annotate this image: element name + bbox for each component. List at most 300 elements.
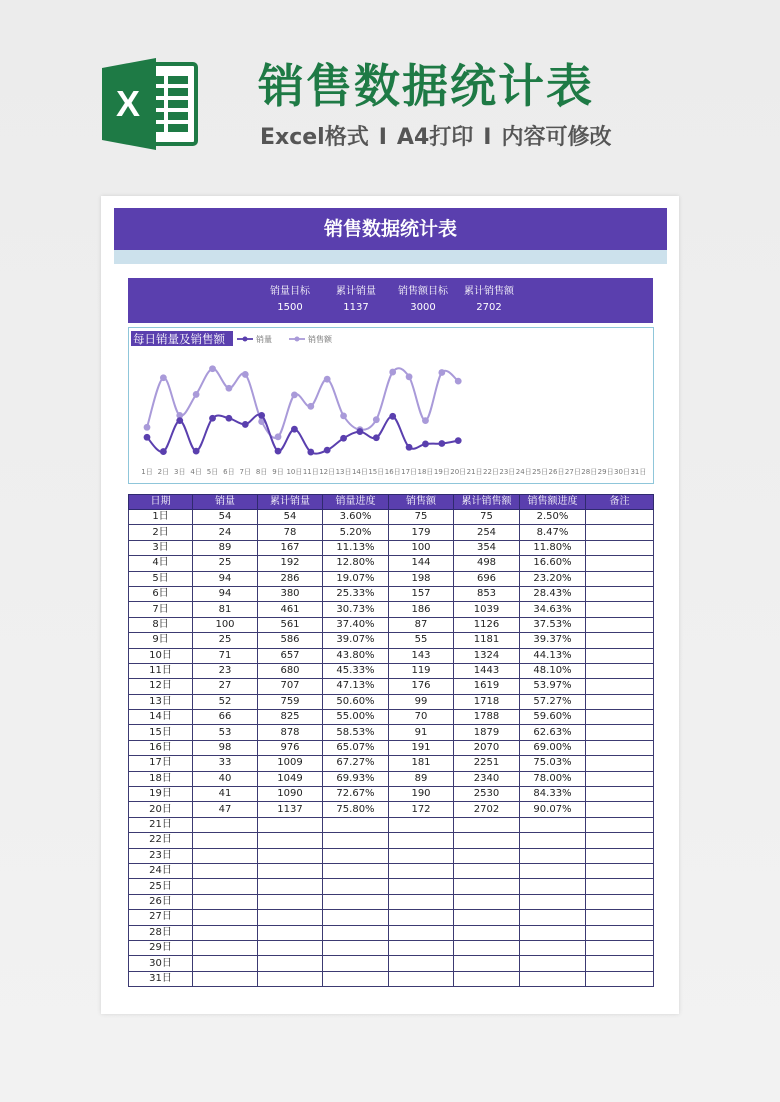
table-cell[interactable]: [323, 879, 389, 894]
table-cell[interactable]: 8日: [129, 617, 193, 632]
table-cell[interactable]: [586, 802, 654, 817]
table-cell[interactable]: 11.80%: [520, 540, 586, 555]
table-cell[interactable]: [389, 971, 454, 986]
table-cell[interactable]: [258, 971, 323, 986]
table-cell[interactable]: 23.20%: [520, 571, 586, 586]
table-cell[interactable]: 4日: [129, 556, 193, 571]
table-cell[interactable]: 84.33%: [520, 787, 586, 802]
chart-svg: [129, 328, 653, 483]
table-cell[interactable]: [586, 817, 654, 832]
table-cell[interactable]: [454, 833, 520, 848]
table-cell[interactable]: [520, 863, 586, 878]
table-cell[interactable]: 47: [193, 802, 258, 817]
table-cell[interactable]: [586, 833, 654, 848]
table-cell[interactable]: 94: [193, 586, 258, 601]
data-point: [324, 447, 331, 454]
table-cell[interactable]: [389, 848, 454, 863]
table-row: [129, 556, 654, 571]
table-cell[interactable]: 47.13%: [323, 679, 389, 694]
table-cell[interactable]: [586, 710, 654, 725]
column-header[interactable]: 累计销量: [258, 495, 323, 510]
data-point: [209, 365, 216, 372]
table-cell[interactable]: [389, 817, 454, 832]
table-cell[interactable]: 54: [193, 510, 258, 525]
data-point: [324, 376, 331, 383]
table-cell[interactable]: [586, 740, 654, 755]
table-cell[interactable]: 30日: [129, 956, 193, 971]
table-cell[interactable]: 25.33%: [323, 586, 389, 601]
table-cell[interactable]: [389, 894, 454, 909]
table-cell[interactable]: [389, 956, 454, 971]
table-cell[interactable]: 44.13%: [520, 648, 586, 663]
table-cell[interactable]: 172: [389, 802, 454, 817]
table-cell[interactable]: 2530: [454, 787, 520, 802]
table-cell[interactable]: 1181: [454, 633, 520, 648]
table-cell[interactable]: [586, 663, 654, 678]
table-cell[interactable]: 89: [193, 540, 258, 555]
table-cell[interactable]: 20日: [129, 802, 193, 817]
table-cell[interactable]: [520, 817, 586, 832]
table-cell[interactable]: 43.80%: [323, 648, 389, 663]
table-cell[interactable]: 825: [258, 710, 323, 725]
table-cell[interactable]: 99: [389, 694, 454, 709]
column-header[interactable]: 销售额: [389, 495, 454, 510]
table-cell[interactable]: 19日: [129, 787, 193, 802]
table-cell[interactable]: 1619: [454, 679, 520, 694]
table-row: [129, 725, 654, 740]
table-cell[interactable]: [258, 894, 323, 909]
table-cell[interactable]: 12.80%: [323, 556, 389, 571]
table-cell[interactable]: 69.93%: [323, 771, 389, 786]
table-cell[interactable]: [586, 679, 654, 694]
table-cell[interactable]: 50.60%: [323, 694, 389, 709]
table-cell[interactable]: 28日: [129, 925, 193, 940]
table-cell[interactable]: 2251: [454, 756, 520, 771]
table-cell[interactable]: 55: [389, 633, 454, 648]
table-cell[interactable]: 23日: [129, 848, 193, 863]
table-cell[interactable]: [520, 879, 586, 894]
table-cell[interactable]: 707: [258, 679, 323, 694]
table-cell[interactable]: 41: [193, 787, 258, 802]
table-cell[interactable]: 354: [454, 540, 520, 555]
table-cell[interactable]: 31日: [129, 971, 193, 986]
table-cell[interactable]: 24日: [129, 863, 193, 878]
table-cell[interactable]: [454, 817, 520, 832]
table-cell[interactable]: 9日: [129, 633, 193, 648]
table-cell[interactable]: 380: [258, 586, 323, 601]
table-cell[interactable]: 1日: [129, 510, 193, 525]
table-cell[interactable]: 5日: [129, 571, 193, 586]
table-cell[interactable]: 62.63%: [520, 725, 586, 740]
x-tick-label: 15日: [368, 468, 385, 476]
table-cell[interactable]: 30.73%: [323, 602, 389, 617]
table-cell[interactable]: [586, 787, 654, 802]
table-row: [129, 863, 654, 878]
table-cell[interactable]: [323, 940, 389, 955]
subtitle-separator: I: [483, 125, 492, 150]
x-tick-label: 5日: [206, 468, 219, 476]
table-cell[interactable]: [193, 910, 258, 925]
table-cell[interactable]: 3日: [129, 540, 193, 555]
data-point: [340, 412, 347, 419]
table-cell[interactable]: [454, 894, 520, 909]
table-cell[interactable]: [258, 817, 323, 832]
table-cell[interactable]: [586, 725, 654, 740]
table-cell[interactable]: [586, 648, 654, 663]
table-cell[interactable]: [258, 833, 323, 848]
table-cell[interactable]: 878: [258, 725, 323, 740]
column-header[interactable]: 销售额进度: [520, 495, 586, 510]
table-cell[interactable]: 87: [389, 617, 454, 632]
table-cell[interactable]: [258, 925, 323, 940]
table-cell[interactable]: [193, 817, 258, 832]
table-row: [129, 679, 654, 694]
table-cell[interactable]: 70: [389, 710, 454, 725]
table-cell[interactable]: [520, 925, 586, 940]
table-cell[interactable]: [586, 571, 654, 586]
table-cell[interactable]: [586, 525, 654, 540]
daily-chart: [128, 327, 654, 484]
table-cell[interactable]: 1090: [258, 787, 323, 802]
table-row: [129, 771, 654, 786]
table-cell[interactable]: 2340: [454, 771, 520, 786]
table-cell[interactable]: 27: [193, 679, 258, 694]
table-cell[interactable]: 39.37%: [520, 633, 586, 648]
x-tick-label: 18日: [417, 468, 434, 476]
table-cell[interactable]: [520, 894, 586, 909]
data-point: [258, 412, 265, 419]
table-cell[interactable]: [258, 940, 323, 955]
table-cell[interactable]: [586, 894, 654, 909]
table-cell[interactable]: 853: [454, 586, 520, 601]
table-cell[interactable]: [323, 833, 389, 848]
table-cell[interactable]: [323, 925, 389, 940]
table-cell[interactable]: 192: [258, 556, 323, 571]
data-point: [357, 428, 364, 435]
table-cell[interactable]: 24: [193, 525, 258, 540]
table-cell[interactable]: 561: [258, 617, 323, 632]
data-point: [406, 444, 413, 451]
table-cell[interactable]: 1324: [454, 648, 520, 663]
table-cell[interactable]: 90.07%: [520, 802, 586, 817]
data-point: [242, 371, 249, 378]
table-cell[interactable]: 11.13%: [323, 540, 389, 555]
table-cell[interactable]: [520, 956, 586, 971]
table-cell[interactable]: 1443: [454, 663, 520, 678]
table-cell[interactable]: [389, 910, 454, 925]
summary-label: 销售额目标: [398, 286, 448, 297]
column-header[interactable]: 销量: [193, 495, 258, 510]
table-cell[interactable]: 67.27%: [323, 756, 389, 771]
table-cell[interactable]: 6日: [129, 586, 193, 601]
table-cell[interactable]: [586, 602, 654, 617]
table-cell[interactable]: [258, 956, 323, 971]
table-cell[interactable]: [389, 833, 454, 848]
table-cell[interactable]: 176: [389, 679, 454, 694]
table-cell[interactable]: 2070: [454, 740, 520, 755]
table-cell[interactable]: 75: [389, 510, 454, 525]
table-cell[interactable]: [454, 863, 520, 878]
table-cell[interactable]: 286: [258, 571, 323, 586]
table-cell[interactable]: 1039: [454, 602, 520, 617]
table-cell[interactable]: 696: [454, 571, 520, 586]
table-cell[interactable]: [193, 940, 258, 955]
table-cell[interactable]: 2日: [129, 525, 193, 540]
table-cell[interactable]: 12日: [129, 679, 193, 694]
table-cell[interactable]: 75: [454, 510, 520, 525]
table-cell[interactable]: 34.63%: [520, 602, 586, 617]
table-cell[interactable]: 7日: [129, 602, 193, 617]
table-cell[interactable]: 657: [258, 648, 323, 663]
table-cell[interactable]: [586, 556, 654, 571]
table-cell[interactable]: 167: [258, 540, 323, 555]
table-row: [129, 510, 654, 525]
data-point: [193, 391, 200, 398]
table-cell[interactable]: [193, 879, 258, 894]
table-cell[interactable]: [323, 848, 389, 863]
table-cell[interactable]: 11日: [129, 663, 193, 678]
table-cell[interactable]: 8.47%: [520, 525, 586, 540]
table-cell[interactable]: 191: [389, 740, 454, 755]
table-cell[interactable]: [520, 848, 586, 863]
table-cell[interactable]: 25日: [129, 879, 193, 894]
table-cell[interactable]: 16日: [129, 740, 193, 755]
table-cell[interactable]: 37.40%: [323, 617, 389, 632]
table-cell[interactable]: 72.67%: [323, 787, 389, 802]
table-cell[interactable]: [454, 925, 520, 940]
table-cell[interactable]: 1049: [258, 771, 323, 786]
table-cell[interactable]: 18日: [129, 771, 193, 786]
table-cell[interactable]: 40: [193, 771, 258, 786]
table-cell[interactable]: [586, 540, 654, 555]
table-cell[interactable]: 680: [258, 663, 323, 678]
table-cell[interactable]: [520, 910, 586, 925]
data-point: [242, 421, 249, 428]
table-cell[interactable]: 1009: [258, 756, 323, 771]
table-cell[interactable]: [193, 863, 258, 878]
table-cell[interactable]: [586, 925, 654, 940]
table-cell[interactable]: 28.43%: [520, 586, 586, 601]
table-cell[interactable]: 48.10%: [520, 663, 586, 678]
table-cell[interactable]: 98: [193, 740, 258, 755]
table-cell[interactable]: 22日: [129, 833, 193, 848]
table-cell[interactable]: 57.27%: [520, 694, 586, 709]
table-cell[interactable]: [586, 510, 654, 525]
table-row: [129, 710, 654, 725]
table-cell[interactable]: [454, 879, 520, 894]
x-tick-label: 11日: [302, 468, 319, 476]
table-cell[interactable]: 55.00%: [323, 710, 389, 725]
table-cell[interactable]: 21日: [129, 817, 193, 832]
table-cell[interactable]: 45.33%: [323, 663, 389, 678]
table-cell[interactable]: 33: [193, 756, 258, 771]
table-cell[interactable]: 59.60%: [520, 710, 586, 725]
table-cell[interactable]: 19.07%: [323, 571, 389, 586]
table-cell[interactable]: 39.07%: [323, 633, 389, 648]
table-cell[interactable]: [586, 879, 654, 894]
table-row: [129, 540, 654, 555]
table-cell[interactable]: 179: [389, 525, 454, 540]
summary-revenue-target: [388, 285, 458, 314]
table-cell[interactable]: 198: [389, 571, 454, 586]
table-cell[interactable]: 71: [193, 648, 258, 663]
table-cell[interactable]: 37.53%: [520, 617, 586, 632]
table-cell[interactable]: 461: [258, 602, 323, 617]
table-cell[interactable]: 94: [193, 571, 258, 586]
table-cell[interactable]: 29日: [129, 940, 193, 955]
table-cell[interactable]: [586, 694, 654, 709]
table-cell[interactable]: 186: [389, 602, 454, 617]
x-tick-label: 19日: [433, 468, 450, 476]
table-cell[interactable]: [389, 879, 454, 894]
table-cell[interactable]: [586, 586, 654, 601]
x-tick-label: 12日: [319, 468, 336, 476]
table-cell[interactable]: [586, 956, 654, 971]
table-cell[interactable]: 1137: [258, 802, 323, 817]
data-point: [438, 440, 445, 447]
table-cell[interactable]: 53.97%: [520, 679, 586, 694]
table-cell[interactable]: 17日: [129, 756, 193, 771]
table-cell[interactable]: 78.00%: [520, 771, 586, 786]
table-cell[interactable]: 66: [193, 710, 258, 725]
table-cell[interactable]: 2702: [454, 802, 520, 817]
table-cell[interactable]: 157: [389, 586, 454, 601]
table-cell[interactable]: 58.53%: [323, 725, 389, 740]
table-cell[interactable]: [520, 971, 586, 986]
table-cell[interactable]: [323, 956, 389, 971]
table-cell[interactable]: 78: [258, 525, 323, 540]
table-cell[interactable]: [586, 863, 654, 878]
table-cell[interactable]: [586, 771, 654, 786]
table-cell[interactable]: 81: [193, 602, 258, 617]
data-point: [373, 416, 380, 423]
table-cell[interactable]: 89: [389, 771, 454, 786]
table-cell[interactable]: 144: [389, 556, 454, 571]
column-header[interactable]: 备注: [586, 495, 654, 510]
table-cell[interactable]: [258, 863, 323, 878]
table-cell[interactable]: [586, 910, 654, 925]
table-cell[interactable]: [323, 863, 389, 878]
table-cell[interactable]: 25: [193, 633, 258, 648]
table-cell[interactable]: [323, 817, 389, 832]
table-cell[interactable]: [520, 833, 586, 848]
table-cell[interactable]: [193, 925, 258, 940]
table-cell[interactable]: [454, 848, 520, 863]
table-cell[interactable]: [389, 940, 454, 955]
table-cell[interactable]: 190: [389, 787, 454, 802]
x-tick-label: 25日: [532, 468, 549, 476]
table-cell[interactable]: [586, 971, 654, 986]
table-cell[interactable]: [520, 940, 586, 955]
x-tick-label: 1日: [141, 468, 153, 476]
table-cell[interactable]: [193, 956, 258, 971]
logo-letter: X: [115, 83, 141, 124]
table-cell[interactable]: 976: [258, 740, 323, 755]
table-cell[interactable]: 53: [193, 725, 258, 740]
table-cell[interactable]: 759: [258, 694, 323, 709]
table-cell[interactable]: 1879: [454, 725, 520, 740]
table-cell[interactable]: 13日: [129, 694, 193, 709]
table-cell[interactable]: 75.80%: [323, 802, 389, 817]
table-cell[interactable]: 15日: [129, 725, 193, 740]
x-tick-label: 20日: [450, 468, 467, 476]
x-tick-label: 24日: [515, 468, 532, 476]
table-cell[interactable]: 586: [258, 633, 323, 648]
table-cell[interactable]: [586, 848, 654, 863]
table-cell[interactable]: 5.20%: [323, 525, 389, 540]
table-cell[interactable]: [193, 833, 258, 848]
table-cell[interactable]: 254: [454, 525, 520, 540]
table-cell[interactable]: 91: [389, 725, 454, 740]
x-tick-label: 2日: [157, 468, 170, 476]
table-cell[interactable]: [258, 848, 323, 863]
table-cell[interactable]: [193, 971, 258, 986]
table-cell[interactable]: 25: [193, 556, 258, 571]
x-tick-label: 22日: [483, 468, 499, 476]
table-cell[interactable]: 498: [454, 556, 520, 571]
table-cell[interactable]: 23: [193, 663, 258, 678]
x-tick-label: 14日: [351, 468, 368, 476]
table-cell[interactable]: 16.60%: [520, 556, 586, 571]
table-cell[interactable]: 26日: [129, 894, 193, 909]
table-cell[interactable]: [193, 894, 258, 909]
table-cell[interactable]: [389, 863, 454, 878]
table-cell[interactable]: 52: [193, 694, 258, 709]
table-cell[interactable]: 1718: [454, 694, 520, 709]
table-cell[interactable]: [454, 910, 520, 925]
table-cell[interactable]: 1788: [454, 710, 520, 725]
table-cell[interactable]: [323, 910, 389, 925]
column-header[interactable]: 日期: [129, 495, 193, 510]
table-cell[interactable]: 54: [258, 510, 323, 525]
table-cell[interactable]: [258, 910, 323, 925]
table-cell[interactable]: 10日: [129, 648, 193, 663]
table-cell[interactable]: 27日: [129, 910, 193, 925]
table-cell[interactable]: [586, 633, 654, 648]
table-cell[interactable]: [193, 848, 258, 863]
table-cell[interactable]: [586, 940, 654, 955]
table-cell[interactable]: 65.07%: [323, 740, 389, 755]
table-cell[interactable]: 100: [193, 617, 258, 632]
table-cell[interactable]: 119: [389, 663, 454, 678]
table-cell[interactable]: [389, 925, 454, 940]
table-cell[interactable]: 181: [389, 756, 454, 771]
table-cell[interactable]: [323, 971, 389, 986]
table-cell[interactable]: [586, 617, 654, 632]
table-cell[interactable]: 69.00%: [520, 740, 586, 755]
data-point: [144, 424, 151, 431]
table-cell[interactable]: [323, 894, 389, 909]
table-row: [129, 894, 654, 909]
sales-table: [128, 494, 654, 987]
table-cell[interactable]: 143: [389, 648, 454, 663]
table-cell[interactable]: 1126: [454, 617, 520, 632]
x-tick-label: 16日: [384, 468, 401, 476]
column-header[interactable]: 销量进度: [323, 495, 389, 510]
table-cell[interactable]: 14日: [129, 710, 193, 725]
table-cell[interactable]: [454, 940, 520, 955]
table-cell[interactable]: 100: [389, 540, 454, 555]
table-cell[interactable]: 3.60%: [323, 510, 389, 525]
table-cell[interactable]: [454, 956, 520, 971]
table-cell[interactable]: [586, 756, 654, 771]
column-header[interactable]: 累计销售额: [454, 495, 520, 510]
table-cell[interactable]: [454, 971, 520, 986]
table-cell[interactable]: [258, 879, 323, 894]
table-cell[interactable]: 75.03%: [520, 756, 586, 771]
table-row: [129, 833, 654, 848]
table-cell[interactable]: 2.50%: [520, 510, 586, 525]
